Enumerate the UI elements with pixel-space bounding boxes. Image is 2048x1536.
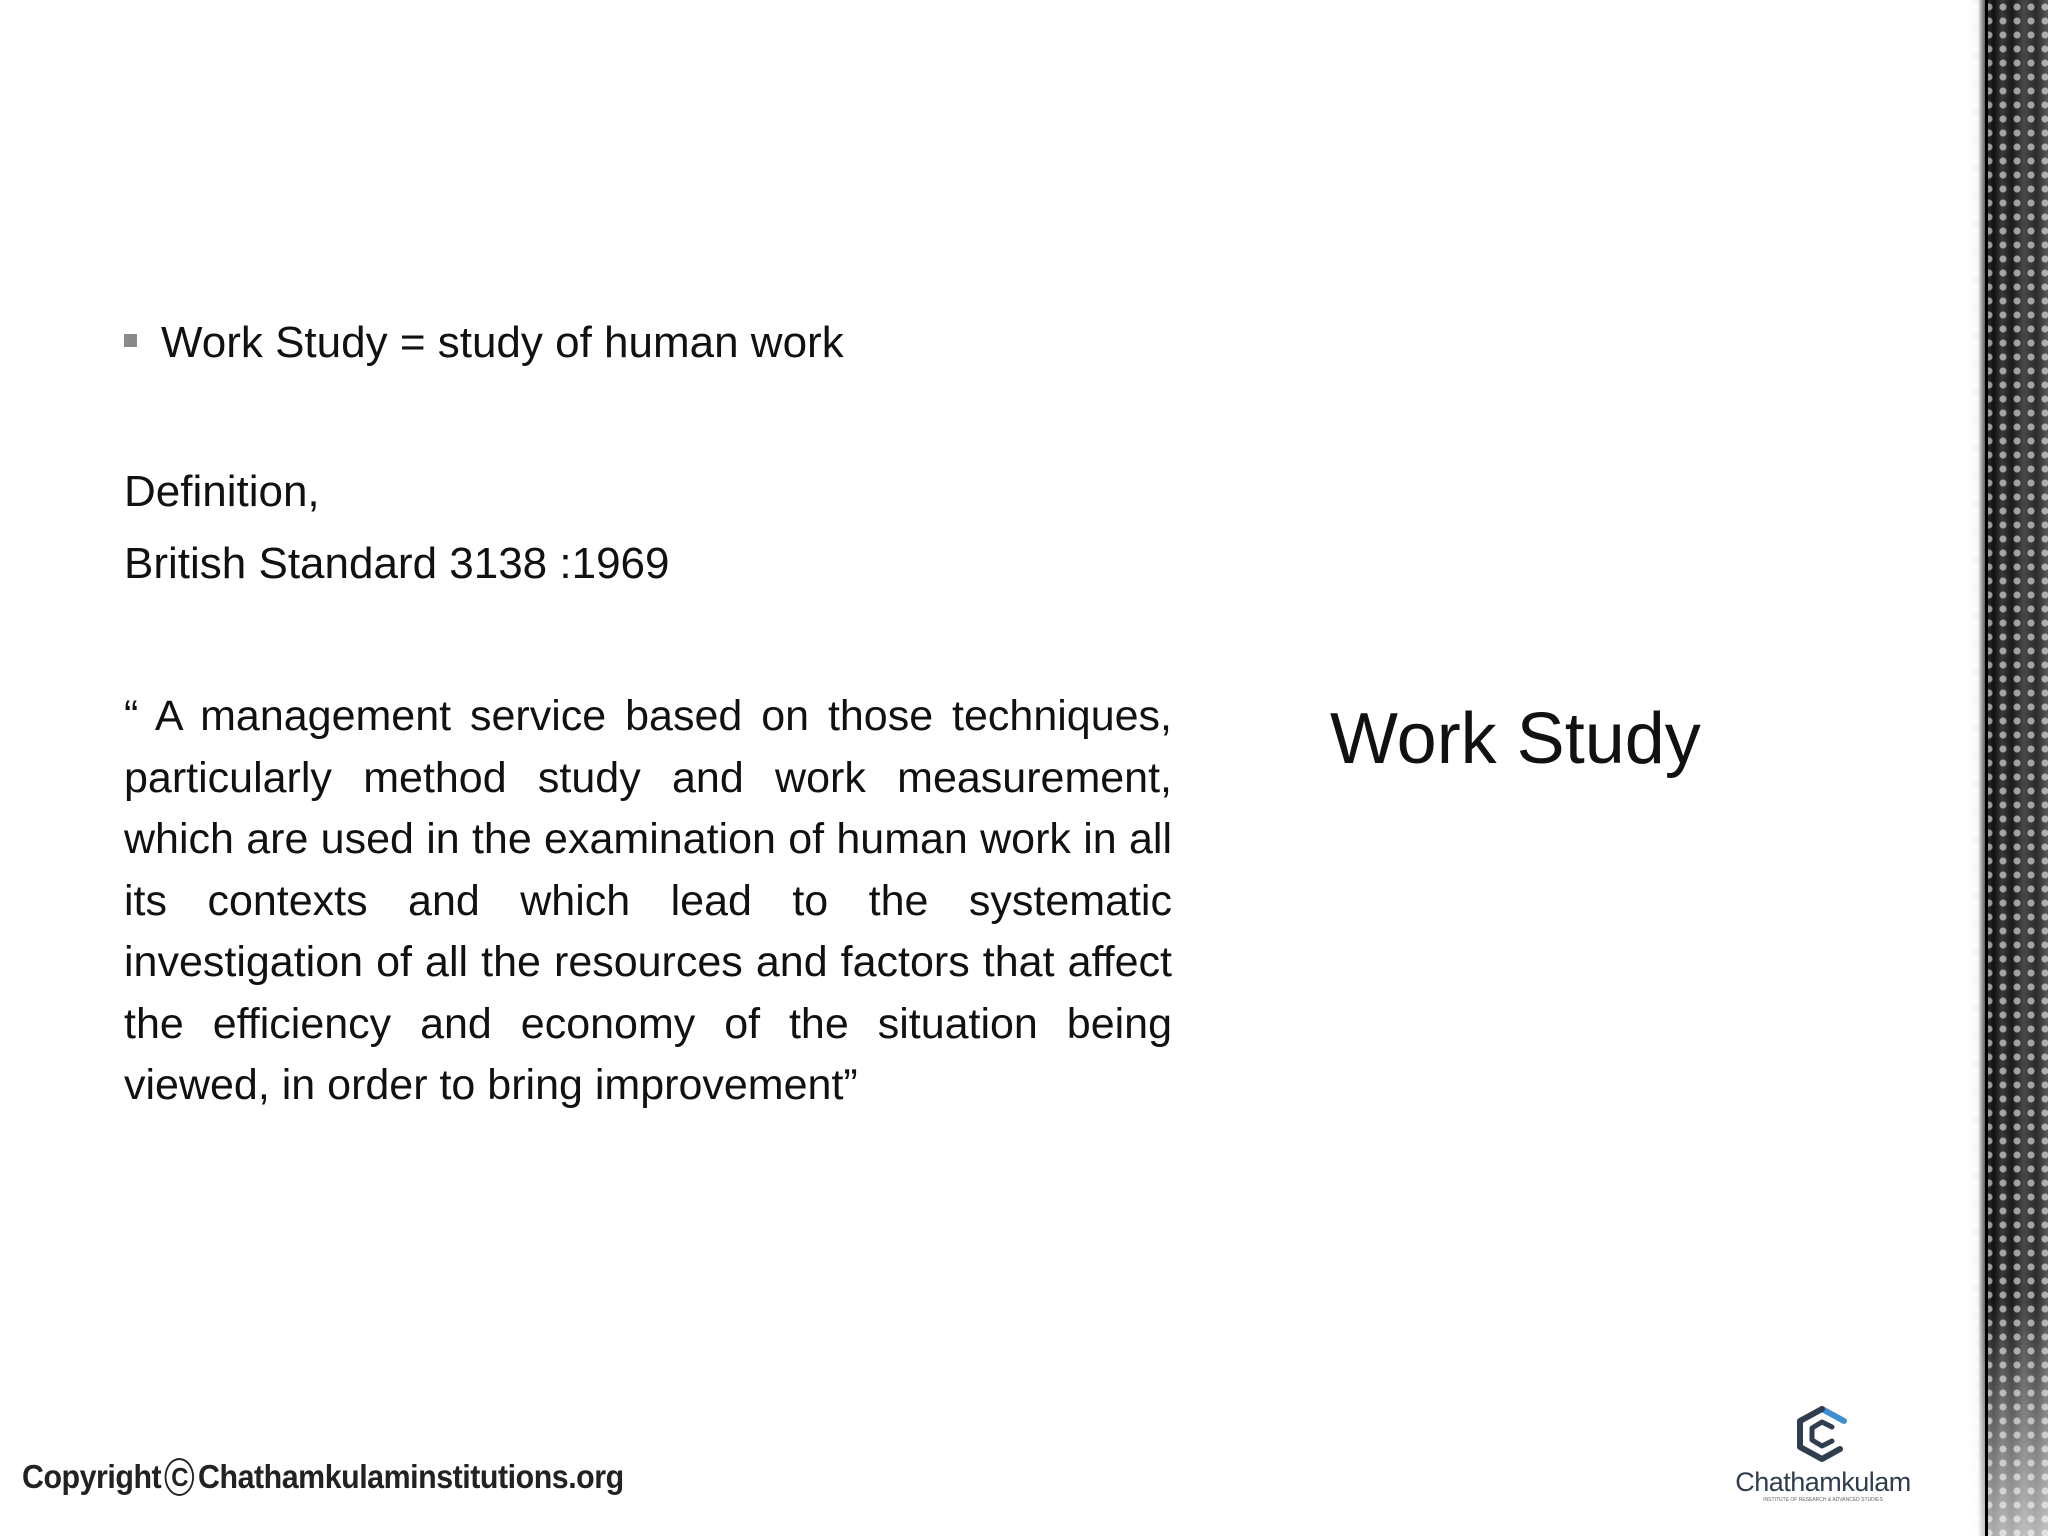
- copyright-site: Chathamkulaminstitutions.org: [198, 1458, 624, 1495]
- definition-label: Definition,: [124, 467, 320, 516]
- definition-quote: “ A management service based on those techniques, particularly method study and work measurement, which are used in the examination of human work in all its contexts and which lead to the systematic investigation of all the resources and factors that affect the efficiency and economy of the situation being viewed, in order to bring improvement”: [124, 692, 1172, 1109]
- chathamkulam-c-logo-icon: [1792, 1405, 1852, 1465]
- copyright-symbol-icon: C: [165, 1458, 194, 1496]
- decorative-strip-edge: [1985, 0, 1988, 1536]
- copyright-notice: [22, 1458, 624, 1496]
- chathamkulam-logo: [1730, 1405, 1916, 1505]
- definition-source: British Standard 3138 :1969: [124, 539, 670, 588]
- bullet-text: Work Study = study of human work: [161, 318, 844, 367]
- square-bullet-icon: [124, 334, 137, 347]
- logo-tagline: INSTITUTE OF RESEARCH & ADVANCED STUDIES: [1763, 1497, 1883, 1503]
- bullet-item: [124, 318, 844, 368]
- decorative-strip-fade: [1968, 1300, 2048, 1536]
- copyright-prefix: Copyright: [22, 1458, 162, 1495]
- slide-title: Work Study: [1330, 699, 1701, 779]
- logo-name: Chathamkulam: [1735, 1467, 1911, 1497]
